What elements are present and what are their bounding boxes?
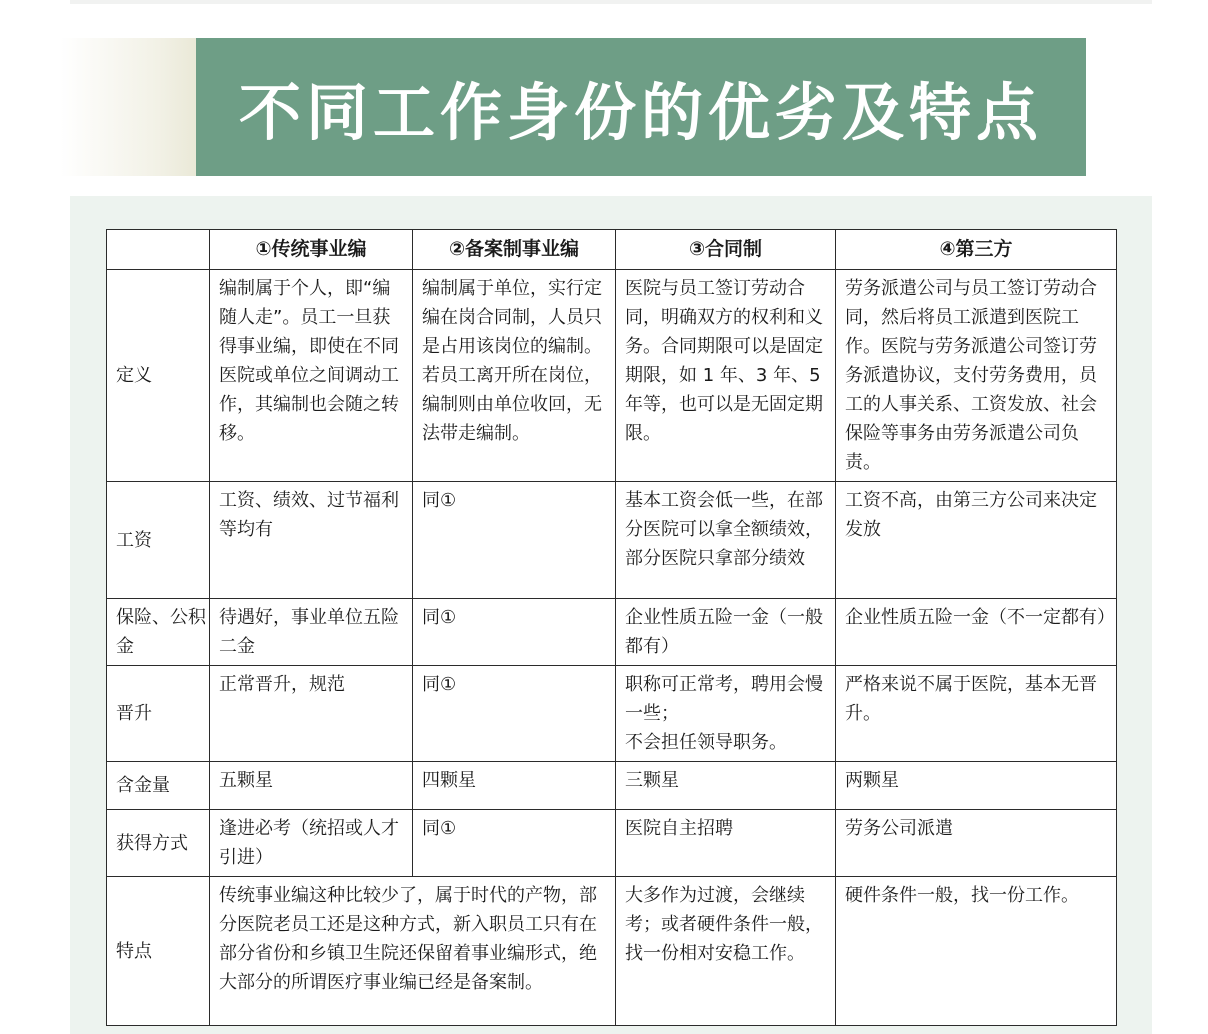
table-cell: 医院与员工签订劳动合同，明确双方的权利和义务。合同期限可以是固定期限，如 1 年、3 年、5 年等，也可以是无固定期限。: [616, 270, 836, 482]
table-cell: 基本工资会低一些，在部分医院可以拿全额绩效，部分医院只拿部分绩效: [616, 482, 836, 599]
table-cell: 企业性质五险一金（一般都有）: [616, 599, 836, 666]
table-cell: 同①: [413, 599, 616, 666]
table-cell-merged: 传统事业编这种比较少了，属于时代的产物，部分医院老员工还是这种方式，新入职员工只有在部分省份和乡镇卫生院还保留着事业编形式，绝大部分的所谓医疗事业编已经是备案制。: [210, 877, 616, 1026]
table-cell: 大多作为过渡，会继续考；或者硬件条件一般，找一份相对安稳工作。: [616, 877, 836, 1026]
table-row: [107, 599, 1117, 666]
row-label: 晋升: [107, 666, 210, 762]
table-cell: 企业性质五险一金（不一定都有）: [836, 599, 1117, 666]
page-title: 不同工作身份的优劣及特点: [238, 75, 1043, 149]
row-label: 工资: [107, 482, 210, 599]
title-banner: [196, 38, 1086, 176]
row-label: 获得方式: [107, 810, 210, 877]
header-third-party: ④第三方: [836, 230, 1117, 270]
table-row: [107, 762, 1117, 810]
row-label: 含金量: [107, 762, 210, 810]
table-cell: 编制属于个人，即“编随人走”。员工一旦获得事业编，即使在不同医院或单位之间调动工作，其编制也会随之转移。: [210, 270, 413, 482]
table-cell: 五颗星: [210, 762, 413, 810]
table-header-row: [107, 230, 1117, 270]
table-cell: 工资不高，由第三方公司来决定发放: [836, 482, 1117, 599]
table-cell: 待遇好，事业单位五险二金: [210, 599, 413, 666]
header-corner: [107, 230, 210, 270]
table-row: [107, 270, 1117, 482]
top-divider: [70, 0, 1152, 4]
comparison-table: [106, 229, 1117, 1026]
header-filing: ②备案制事业编: [413, 230, 616, 270]
table-cell: 同①: [413, 810, 616, 877]
table-cell: 同①: [413, 666, 616, 762]
table-cell: 同①: [413, 482, 616, 599]
table-cell: 编制属于单位，实行定编在岗合同制，人员只是占用该岗位的编制。若员工离开所在岗位，编制则由单位收回，无法带走编制。: [413, 270, 616, 482]
header-contract: ③合同制: [616, 230, 836, 270]
table-row: [107, 810, 1117, 877]
table-cell: 工资、绩效、过节福利等均有: [210, 482, 413, 599]
table-cell: 劳务派遣公司与员工签订劳动合同，然后将员工派遣到医院工作。医院与劳务派遣公司签订劳务派遣协议，支付劳务费用，员工的人事关系、工资发放、社会保险等事务由劳务派遣公司负责。: [836, 270, 1117, 482]
table-cell: 硬件条件一般，找一份工作。: [836, 877, 1117, 1026]
table-cell: 医院自主招聘: [616, 810, 836, 877]
table-row: [107, 482, 1117, 599]
table-cell: 逢进必考（统招或人才引进）: [210, 810, 413, 877]
table-cell: 职称可正常考，聘用会慢一些； 不会担任领导职务。: [616, 666, 836, 762]
table-cell: 正常晋升，规范: [210, 666, 413, 762]
banner-decoration: [60, 38, 200, 176]
header-traditional: ①传统事业编: [210, 230, 413, 270]
table-cell: 两颗星: [836, 762, 1117, 810]
table-cell: 三颗星: [616, 762, 836, 810]
row-label: 定义: [107, 270, 210, 482]
table-row: [107, 877, 1117, 1026]
table-cell: 劳务公司派遣: [836, 810, 1117, 877]
table-row: [107, 666, 1117, 762]
table-cell: 四颗星: [413, 762, 616, 810]
table-cell: 严格来说不属于医院，基本无晋升。: [836, 666, 1117, 762]
row-label: 特点: [107, 877, 210, 1026]
row-label: 保险、公积金: [107, 599, 210, 666]
